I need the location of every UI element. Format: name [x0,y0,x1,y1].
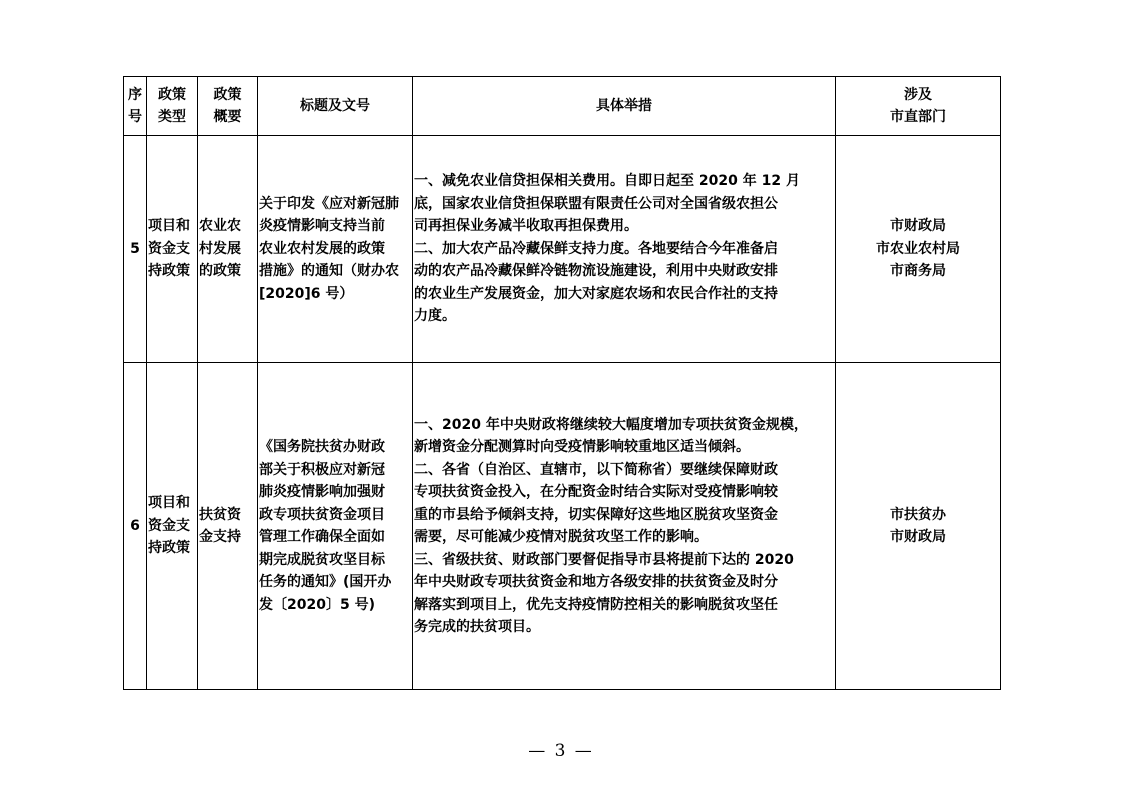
page-number: — 3 — [528,741,594,761]
table-row [124,136,1001,363]
row-policy-summary: 扶贫资 金支持 [198,363,258,690]
row-policy-type: 项目和 资金支 持政策 [147,363,198,690]
row-seq: 5 [124,136,147,363]
row-departments: 市扶贫办 市财政局 [836,363,1001,690]
table-row [124,363,1001,690]
header-seq: 序 号 [124,77,147,136]
row-title-and-doc-number: 关于印发《应对新冠肺 炎疫情影响支持当前 农业农村发展的政策 措施》的通知（财办农 [2020]6 号） [258,136,413,363]
header-title-and-doc-number: 标题及文号 [258,77,413,136]
policy-table [123,76,1001,690]
row-title-and-doc-number: 《国务院扶贫办财政 部关于积极应对新冠 肺炎疫情影响加强财 政专项扶贫资金项目 管理工作确保全面如 期完成脱贫攻坚目标 任务的通知》(国开办 发〔2020〕5 号) [258,363,413,690]
header-policy-type: 政策 类型 [147,77,198,136]
header-specific-measures: 具体举措 [413,77,836,136]
header-policy-summary: 政策 概要 [198,77,258,136]
header-departments: 涉及 市直部门 [836,77,1001,136]
row-departments: 市财政局 市农业农村局 市商务局 [836,136,1001,363]
row-specific-measures: 一、减免农业信贷担保相关费用。自即日起至 2020 年 12 月 底，国家农业信贷担保联盟有限责任公司对全国省级农担公 司再担保业务减半收取再担保费用。 二、加大农产品冷藏保鲜支持力度。各地要结合今年准备启 动的农产品冷藏保鲜冷链物流设施建设，利用中央财政安排 的农业生产发展资金，加大对家庭农场和农民合作社的支持 力度。 [413,136,836,363]
table-header-row [124,77,1001,136]
row-policy-type: 项目和 资金支 持政策 [147,136,198,363]
row-seq: 6 [124,363,147,690]
row-policy-summary: 农业农 村发展 的政策 [198,136,258,363]
row-specific-measures: 一、2020 年中央财政将继续较大幅度增加专项扶贫资金规模， 新增资金分配测算时向受疫情影响较重地区适当倾斜。 二、各省（自治区、直辖市，以下简称省）要继续保障财政 专项扶贫资金投入，在分配资金时结合实际对受疫情影响较 重的市县给予倾斜支持，切实保障好这些地区脱贫攻坚资金 需要，尽可能减少疫情对脱贫攻坚工作的影响。 三、省级扶贫、财政部门要督促指导市县将提前下达的 2020 年中央财政专项扶贫资金和地方各级安排的扶贫资金及时分 解落实到项目上，优先支持疫情防控相关的影响脱贫攻坚任 务完成的扶贫项目。 [413,363,836,690]
